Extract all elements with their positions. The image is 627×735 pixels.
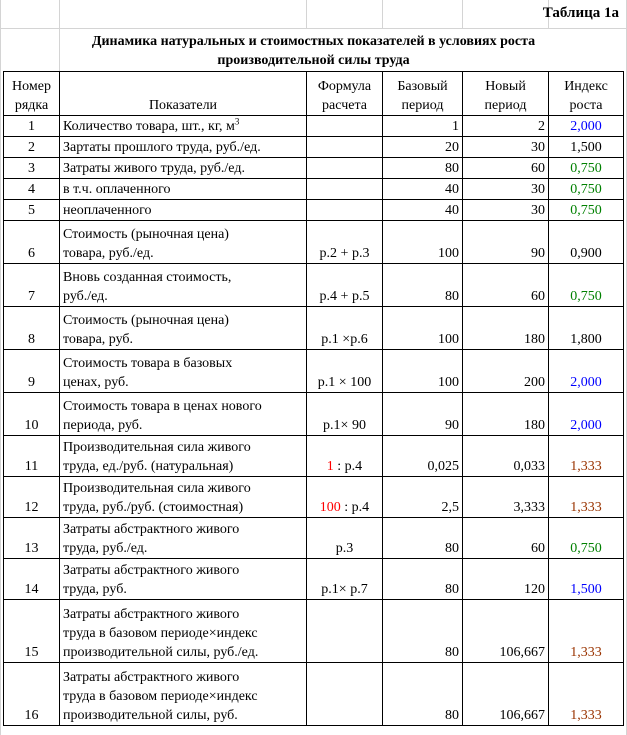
table-row [4,477,624,518]
growth-index-cell: 0,750 [549,179,624,200]
row-number-cell: 10 [4,393,60,436]
row-number-cell: 7 [4,264,60,307]
table-row [4,200,624,221]
new-period-cell: 60 [463,518,549,559]
table-caption: Таблица 1а [542,5,619,21]
table-row [4,663,624,726]
base-period-cell: 80 [383,663,463,726]
indicator-cell [60,264,307,307]
base-period-cell: 100 [383,307,463,350]
formula-constant: 1 [326,459,334,474]
new-period-cell: 2 [463,116,549,137]
formula-cell: р.4 + р.5 [307,264,383,307]
table-row [4,137,624,158]
row-number-cell: 3 [4,158,60,179]
indicator-text-line: Затраты абстрактного живого [63,522,240,537]
indicator-cell [60,559,307,600]
base-period-cell: 20 [383,137,463,158]
new-period-cell: 3,333 [463,477,549,518]
title-line-2: производительной силы труда [217,53,410,68]
base-period-cell: 40 [383,200,463,221]
indicator-text-line: труда в базовом периоде×индекс [63,689,258,704]
indicator-text-line: Количество товара, шт., кг, $м^3$ [63,116,240,134]
indicator-cell [60,307,307,350]
table-title [0,32,627,70]
table-row [4,264,624,307]
formula-cell [307,137,383,158]
indicator-text-line: ценах, руб. [63,375,129,390]
table-row [4,158,624,179]
base-period-cell: 2,5 [383,477,463,518]
base-period-cell: 1 [383,116,463,137]
row-number-cell: 9 [4,350,60,393]
indicator-cell [60,179,307,200]
row-number-cell: 11 [4,436,60,477]
indicator-text-line: руб./ед. [63,289,108,304]
header-growth-index: Индекс роста [549,72,624,116]
indicator-text-line: Стоимость (рыночная цена) [63,227,229,242]
row-number-cell: 4 [4,179,60,200]
indicator-cell [60,663,307,726]
unit-superscript: 3 [234,116,240,127]
formula-operand: : р.4 [340,500,370,515]
growth-index-cell: 1,500 [549,137,624,158]
growth-index-cell: 0,750 [549,200,624,221]
indicator-text-line: труда, руб./ед. [63,541,148,556]
row-number-cell: 5 [4,200,60,221]
growth-index-cell: 2,000 [549,350,624,393]
growth-index-cell: 1,333 [549,600,624,663]
base-period-cell: 40 [383,179,463,200]
growth-index-cell: 2,000 [549,116,624,137]
table-row [4,116,624,137]
row-number-cell: 12 [4,477,60,518]
indicator-text-line: производительной силы, руб. [63,708,238,723]
indicator-text-line: товара, руб./ед. [63,246,154,261]
table-row [4,518,624,559]
header-indicators: Показатели [60,72,307,116]
indicator-cell [60,116,307,137]
base-period-cell: 80 [383,600,463,663]
growth-index-cell: 2,000 [549,393,624,436]
indicator-cell [60,477,307,518]
new-period-cell: 60 [463,158,549,179]
indicator-text-line: Стоимость товара в базовых [63,356,233,371]
growth-index-cell: 0,900 [549,221,624,264]
formula-cell [307,116,383,137]
base-period-cell: 80 [383,518,463,559]
indicator-cell [60,200,307,221]
growth-index-cell: 0,750 [549,264,624,307]
growth-index-cell: 1,333 [549,663,624,726]
formula-cell [307,200,383,221]
indicator-text-line: Вновь созданная стоимость, [63,270,232,285]
formula-cell [307,158,383,179]
base-period-cell: 90 [383,393,463,436]
table-row [4,221,624,264]
new-period-cell: 180 [463,307,549,350]
row-number-cell: 16 [4,663,60,726]
growth-index-cell: 1,800 [549,307,624,350]
table-row [4,393,624,436]
row-number-cell: 2 [4,137,60,158]
indicator-text-line: Затраты абстрактного живого [63,563,240,578]
indicator-text-line: Производительная сила живого [63,481,251,496]
row-number-cell: 1 [4,116,60,137]
formula-cell [307,436,383,477]
table-row [4,559,624,600]
indicator-text-line: труда, ед./руб. (натуральная) [63,459,234,474]
new-period-cell: 106,667 [463,600,549,663]
table-row [4,600,624,663]
header-row-number: Номер рядка [4,72,60,116]
indicator-text-line: Затраты абстрактного живого [63,607,240,622]
indicator-text-line: Затраты абстрактного живого [63,670,240,685]
title-line-1: Динамика натуральных и стоимостных показателей в условиях роста [91,34,536,49]
indicator-text-line: Зартаты прошлого труда, руб./ед. [63,140,261,155]
formula-cell [307,179,383,200]
indicator-text-line: Стоимость товара в ценах нового [63,399,262,414]
indicator-cell [60,518,307,559]
new-period-cell: 60 [463,264,549,307]
header-new-period: Новый период [463,72,549,116]
row-number-cell: 6 [4,221,60,264]
indicator-text-line: товара, руб. [63,332,134,347]
indicator-cell [60,350,307,393]
base-period-cell: 80 [383,264,463,307]
indicator-text-line: Производительная сила живого [63,440,251,455]
indicator-text-line: производительной силы, руб./ед. [63,645,259,660]
growth-index-cell: 0,750 [549,518,624,559]
base-period-cell: 0,025 [383,436,463,477]
formula-cell: р.1 × 100 [307,350,383,393]
formula-cell: р.3 [307,518,383,559]
base-period-cell: 100 [383,221,463,264]
new-period-cell: 30 [463,137,549,158]
formula-cell [307,663,383,726]
formula-cell: р.1× 90 [307,393,383,436]
table-row [4,436,624,477]
new-period-cell: 0,033 [463,436,549,477]
indicator-text-line: в т.ч. оплаченного [63,182,171,197]
header-formula: Формула расчета [307,72,383,116]
formula-cell [307,600,383,663]
base-period-cell: 80 [383,158,463,179]
formula-cell: р.1× р.7 [307,559,383,600]
formula-constant: 100 [319,500,341,515]
growth-index-cell: 1,333 [549,477,624,518]
indicator-text-line: периода, руб. [63,418,143,433]
header-base-period: Базовый период [383,72,463,116]
base-period-cell: 100 [383,350,463,393]
growth-index-cell: 1,333 [549,436,624,477]
formula-operand: : р.4 [333,459,363,474]
growth-index-cell: 1,500 [549,559,624,600]
indicator-cell [60,158,307,179]
base-period-cell: 80 [383,559,463,600]
indicators-table [3,71,624,726]
indicator-cell [60,436,307,477]
header-row [4,72,624,116]
new-period-cell: 120 [463,559,549,600]
new-period-cell: 106,667 [463,663,549,726]
indicator-cell [60,600,307,663]
indicator-text-line: неоплаченного [63,203,152,218]
formula-cell: р.1 ×р.6 [307,307,383,350]
indicator-text-line: труда, руб. [63,582,127,597]
new-period-cell: 30 [463,200,549,221]
row-number-cell: 8 [4,307,60,350]
row-number-cell: 14 [4,559,60,600]
indicator-text-line: труда в базовом периоде×индекс [63,626,258,641]
table-row [4,350,624,393]
formula-cell: р.2 + р.3 [307,221,383,264]
table-row [4,307,624,350]
indicator-cell [60,393,307,436]
indicator-cell [60,221,307,264]
row-number-cell: 15 [4,600,60,663]
indicator-text-line: Стоимость (рыночная цена) [63,313,229,328]
formula-cell [307,477,383,518]
growth-index-cell: 0,750 [549,158,624,179]
indicator-text-line: труда, руб./руб. (стоимостная) [63,500,244,515]
new-period-cell: 180 [463,393,549,436]
new-period-cell: 90 [463,221,549,264]
indicator-cell [60,137,307,158]
row-number-cell: 13 [4,518,60,559]
new-period-cell: 200 [463,350,549,393]
indicator-text-line: Затраты живого труда, руб./ед. [63,161,245,176]
table-row [4,179,624,200]
new-period-cell: 30 [463,179,549,200]
